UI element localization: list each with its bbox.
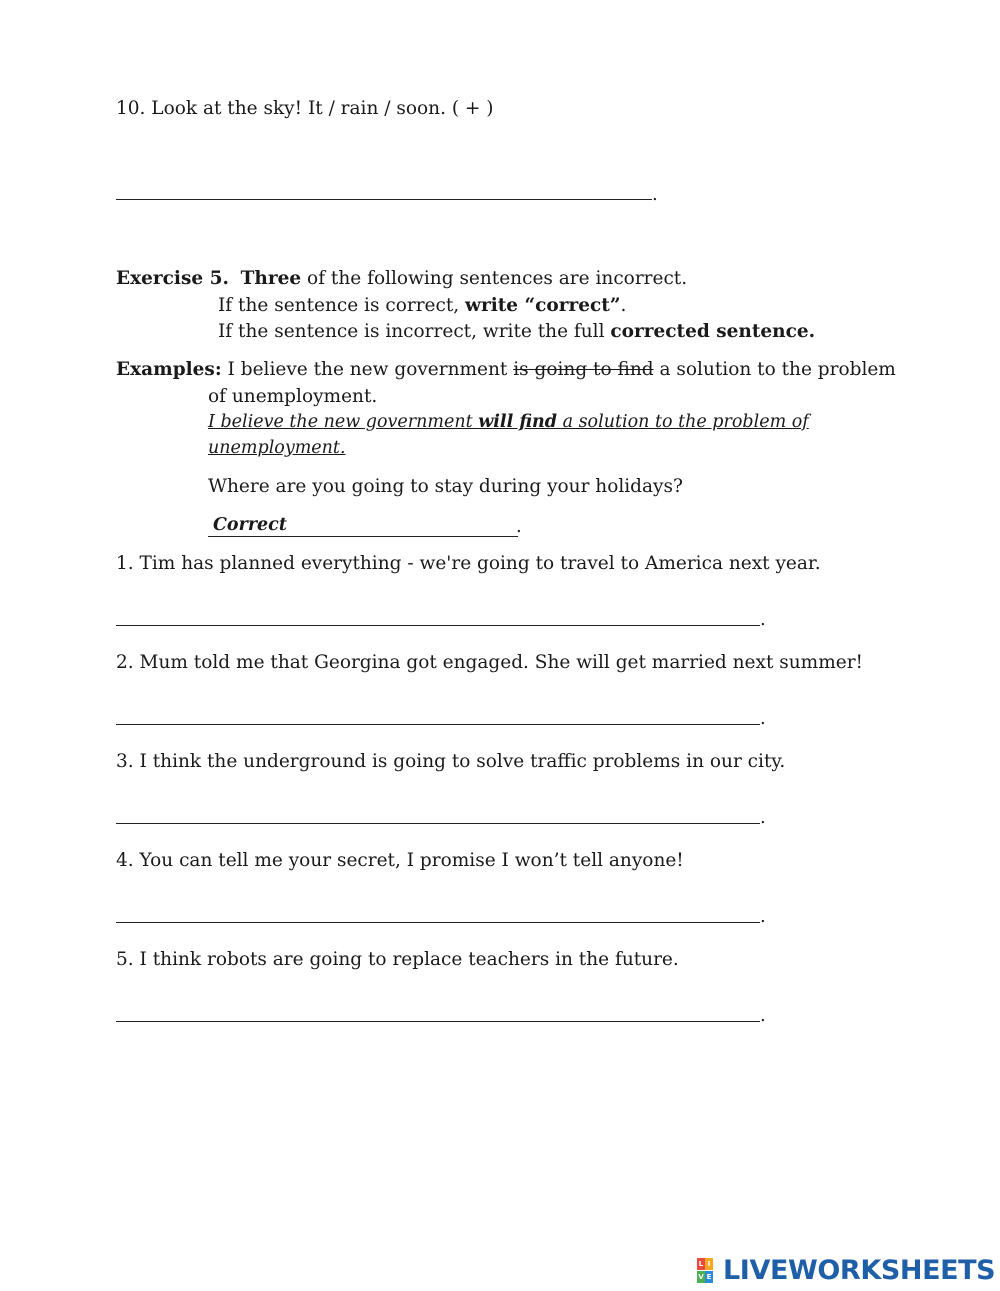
question-1: 1. Tim has planned everything - we're going to travel to America next year. (116, 553, 821, 574)
example-2: Where are you going to stay during your holidays? (208, 476, 683, 497)
instruction-correct-end: . (620, 295, 627, 316)
question-5: 5. I think robots are going to replace teachers in the future. (116, 949, 679, 970)
answer-line-2-period: . (760, 708, 766, 729)
example-2-answer: Correct (213, 515, 287, 535)
example-1-text-b: a solution to the problem (653, 359, 896, 380)
logo-blocks-icon (697, 1258, 721, 1284)
logo-block-i: I (705, 1258, 713, 1270)
answer-line-3[interactable] (116, 823, 760, 824)
example-2-period: . (516, 516, 522, 537)
exercise-label: Exercise 5. (116, 268, 229, 289)
example-1-answer-line2: unemployment. (208, 438, 346, 458)
question-10: 10. Look at the sky! It / rain / soon. ( + ) (116, 98, 494, 119)
instruction-correct-text: If the sentence is correct, (218, 295, 466, 316)
example-1-answer (208, 411, 809, 433)
example-1 (116, 359, 896, 381)
instruction-correct (218, 295, 626, 317)
question-2: 2. Mum told me that Georgina got engaged. She will get married next summer! (116, 652, 863, 673)
instruction-incorrect-text: If the sentence is incorrect, write the full (218, 321, 611, 342)
logo-text: LIVEWORKSHEETS (723, 1255, 996, 1286)
example-1-text-a: I believe the new government (221, 359, 514, 380)
examples-label: Examples: (116, 359, 222, 380)
exercise-line1-rest: of the following sentences are incorrect. (301, 268, 688, 289)
answer-line-5-period: . (760, 1005, 766, 1026)
answer-line-1[interactable] (116, 625, 760, 626)
instruction-correct-bold: write “correct” (465, 295, 621, 316)
example-1-strikethrough: is going to find (513, 359, 654, 380)
answer-line-period: . (652, 184, 658, 205)
question-3: 3. I think the underground is going to solve traffic problems in our city. (116, 751, 786, 772)
answer-line-1-period: . (760, 609, 766, 630)
example-1-answer-bold: will find (478, 412, 558, 432)
logo-block-v: V (698, 1273, 704, 1281)
answer-line-4[interactable] (116, 922, 760, 923)
instruction-incorrect (218, 321, 815, 343)
logo-block-e: E (706, 1273, 712, 1281)
answer-line-10[interactable] (116, 199, 652, 200)
example-2-answer-line (208, 515, 518, 537)
answer-line-4-period: . (760, 906, 766, 927)
exercise-heading (116, 268, 687, 290)
liveworksheets-logo (697, 1254, 995, 1288)
answer-line-3-period: . (760, 807, 766, 828)
answer-line-2[interactable] (116, 724, 760, 725)
instruction-incorrect-bold: corrected sentence. (610, 321, 816, 342)
answer-line-5[interactable] (116, 1021, 760, 1022)
example-1-answer-a: I believe the new government (208, 412, 479, 432)
question-4: 4. You can tell me your secret, I promise I won’t tell anyone! (116, 850, 684, 871)
logo-block-l: L (698, 1260, 704, 1268)
example-1-line2: of unemployment. (208, 386, 378, 407)
exercise-three: Three (240, 268, 302, 289)
example-1-answer-b: a solution to the problem of (557, 412, 809, 432)
